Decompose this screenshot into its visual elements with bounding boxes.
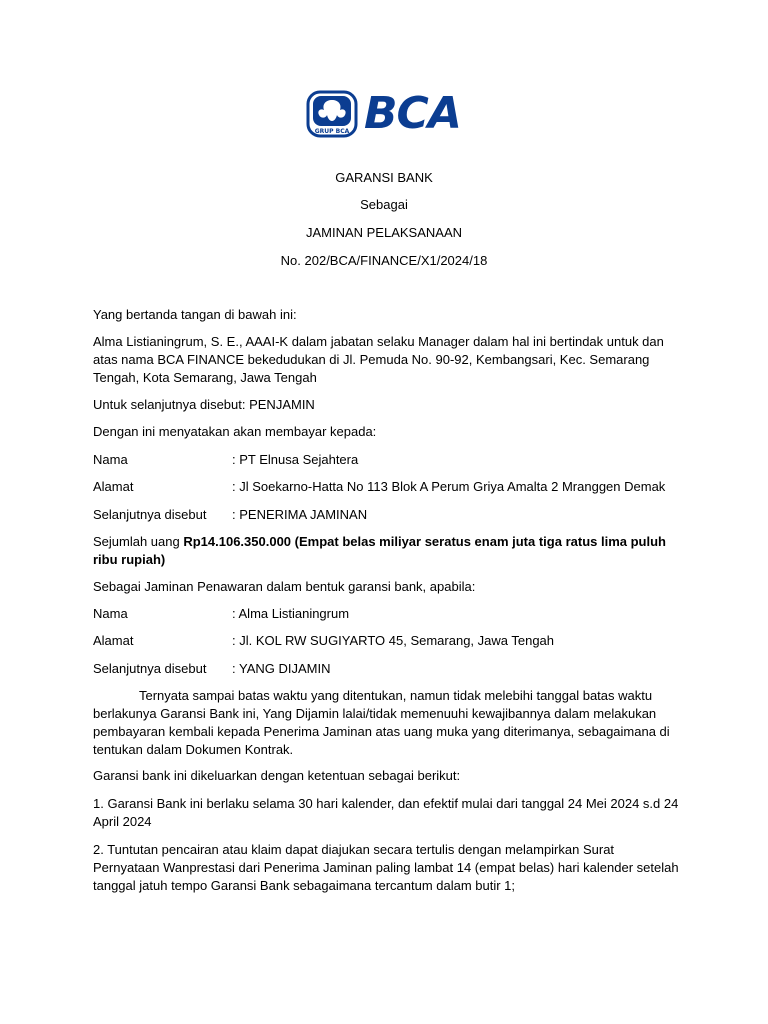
beneficiary-address-label: Alamat <box>93 479 134 494</box>
amount-prefix: Sejumlah uang <box>93 534 184 549</box>
amount-paragraph <box>93 533 683 569</box>
intro-line: Yang bertanda tangan di bawah ini: <box>93 307 297 322</box>
default-clause: Ternyata sampai batas waktu yang ditentukan, namun tidak melebihi tanggal batas waktu berlakunya Garansi Bank ini, Yang Dijamin lalai/tidak memenuuhi kewajibannya dalam melakukan pembayaran kembali kepada Penerima Jaminan atas uang muka yang diterimanya, sebagaimana di tentukan dalam Dokumen Kontrak. <box>93 688 670 757</box>
beneficiary-alias-value: : PENERIMA JAMINAN <box>232 507 368 522</box>
beneficiary-name-value: : PT Elnusa Sejahtera <box>232 452 359 467</box>
principal-address-value: : Jl. KOL RW SUGIYARTO 45, Semarang, Jawa Tengah <box>232 633 555 648</box>
principal-address-label: Alamat <box>93 633 134 648</box>
bca-emblem-icon <box>306 90 358 138</box>
principal-alias-value: : YANG DIJAMIN <box>232 661 331 676</box>
guarantor-line: Untuk selanjutnya disebut: PENJAMIN <box>93 397 315 412</box>
principal-name-label: Nama <box>93 606 128 621</box>
amount-value: Rp14.106.350.000 (Empat belas miliyar seratus enam juta tiga ratus lima puluh ribu rupiah) <box>93 534 666 567</box>
title-guarantee: GARANSI BANK <box>335 170 433 185</box>
bca-logo <box>306 90 462 138</box>
document-number: No. 202/BCA/FINANCE/X1/2024/18 <box>280 253 488 268</box>
terms-intro: Garansi bank ini dikeluarkan dengan ketentuan sebagai berikut: <box>93 768 461 783</box>
bca-wordmark: BCA <box>364 88 461 139</box>
principal-name-value: : Alma Listianingrum <box>232 606 350 621</box>
declare-line: Dengan ini menyatakan akan membayar kepada: <box>93 424 377 439</box>
principal-alias-label: Selanjutnya disebut <box>93 661 207 676</box>
term-item-1: 1. Garansi Bank ini berlaku selama 30 hari kalender, dan efektif mulai dari tanggal 24 Mei 2024 s.d 24 April 2024 <box>93 796 679 829</box>
beneficiary-address-value: : Jl Soekarno-Hatta No 113 Blok A Perum Griya Amalta 2 Mranggen Demak <box>232 479 666 494</box>
term-item-2: 2. Tuntutan pencairan atau klaim dapat diajukan secara tertulis dengan melampirkan Surat Pernyataan Wanprestasi dari Penerima Jaminan paling lambat 14 (empat belas) hari kalender setelah tanggal jatuh tempo Garansi Bank sebagaimana tercantum dalam butir 1; <box>93 842 679 893</box>
title-as: Sebagai <box>360 197 408 212</box>
signer-paragraph: Alma Listianingrum, S. E., AAAI-K dalam jabatan selaku Manager dalam hal ini bertindak untuk dan atas nama BCA FINANCE bekedudukan di Jl. Pemuda No. 90-92, Kembangsari, Kec. Semarang Tengah, Kota Semarang, Jawa Tengah <box>93 334 664 385</box>
beneficiary-alias-label: Selanjutnya disebut <box>93 507 207 522</box>
title-type: JAMINAN PELAKSANAAN <box>305 225 463 240</box>
emblem-caption: GRUP BCA <box>314 128 350 135</box>
beneficiary-name-label: Nama <box>93 452 128 467</box>
condition-line: Sebagai Jaminan Penawaran dalam bentuk garansi bank, apabila: <box>93 579 476 594</box>
